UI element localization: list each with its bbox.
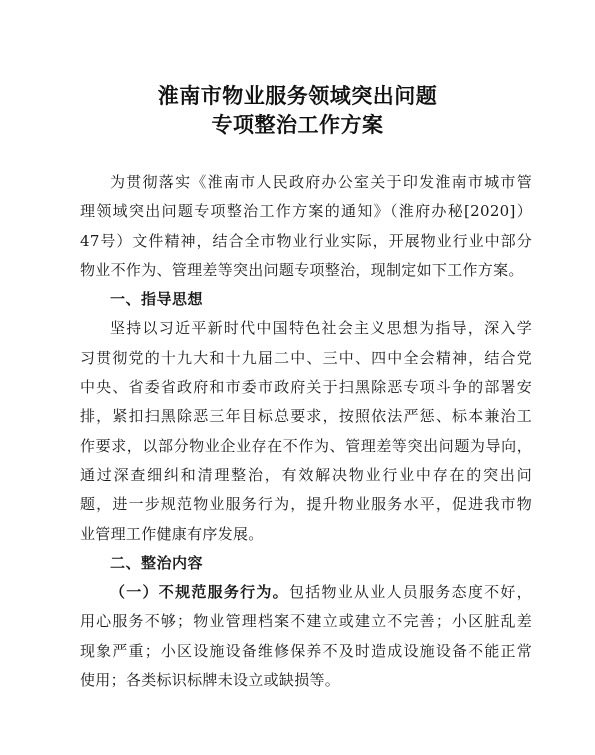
intro-line: 47号）文件精神，结合全市物业行业实际，开展物业行业中部分 (80, 231, 532, 250)
item1-first-rest: 包括物业从业人员服务态度不好， (288, 583, 532, 602)
section1-line: 中央、省委省政府和市委市政府关于扫黑除恶专项斗争的部署安 (80, 378, 532, 397)
intro-line: 理领域突出问题专项整治工作方案的通知》（淮府办秘[2020]） (80, 202, 532, 221)
item1-line: 现象严重；小区设施设备维修保养不及时造成设施设备不能正常 (80, 641, 532, 660)
document-title-line-1: 淮南市物业服务领域突出问题 (157, 84, 438, 108)
section1-line: 习贯彻党的十九大和十九届二中、三中、四中全会精神，结合党 (80, 348, 532, 367)
section1-line: 通过深查细纠和清理整治，有效解决物业行业中存在的突出问 (80, 465, 532, 484)
document-title-line-2: 专项整治工作方案 (211, 113, 384, 137)
document-body (80, 168, 532, 695)
item1-line: 使用；各类标识标牌未设立或缺损等。 (80, 671, 341, 690)
section1-line: 业管理工作健康有序发展。 (80, 524, 264, 543)
section1-line: 坚持以习近平新时代中国特色社会主义思想为指导，深入学 (110, 319, 532, 338)
section1-line: 排，紧扣扫黑除恶三年目标总要求，按照依法严惩、标本兼治工 (80, 407, 532, 426)
item1-first-line (80, 578, 532, 607)
section-heading-rectification-content: 二、整治内容 (110, 553, 204, 572)
item1-lead: （一）不规范服务行为。 (110, 583, 289, 602)
item1-line: 用心服务不够；物业管理档案不建立或建立不完善；小区脏乱差 (80, 612, 532, 631)
intro-line: 物业不作为、管理差等突出问题专项整治，现制定如下工作方案。 (80, 260, 524, 279)
section1-line: 作要求，以部分物业企业存在不作为、管理差等突出问题为导向， (80, 436, 532, 455)
section-heading-guiding-ideology: 一、指导思想 (110, 290, 204, 309)
section1-line: 题，进一步规范物业服务行为，提升物业服务水平，促进我市物 (80, 495, 532, 514)
intro-line: 为贯彻落实《淮南市人民政府办公室关于印发淮南市城市管 (110, 173, 532, 191)
